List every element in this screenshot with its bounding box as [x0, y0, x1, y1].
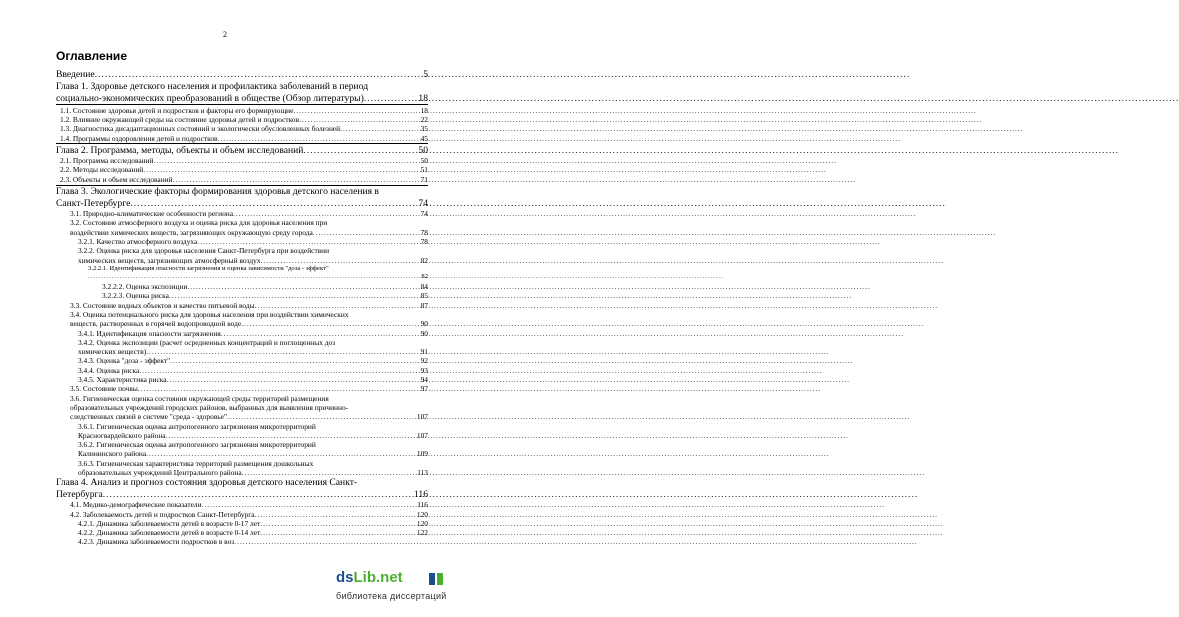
toc-entry-title: 3.2. Состояние атмосферного воздуха и оценка риска для здоровья населения при — [70, 218, 328, 228]
toc-page-number: 78 — [420, 227, 428, 237]
dot-leader — [153, 156, 419, 165]
toc-line — [78, 366, 428, 375]
toc-entry[interactable] — [56, 329, 428, 338]
toc-entry[interactable] — [56, 165, 428, 174]
toc-entry[interactable] — [56, 384, 428, 393]
toc-line — [70, 319, 428, 328]
toc-entry-title: химических веществ, загрязняющих атмосферный воздух — [78, 255, 261, 265]
toc-page-number: 5 — [423, 69, 428, 80]
dot-leader — [261, 256, 420, 265]
toc-line — [60, 134, 428, 143]
dot-leader — [146, 449, 416, 458]
dot-leader — [241, 319, 419, 328]
toc-line — [78, 256, 428, 265]
toc-entry[interactable] — [56, 246, 428, 265]
toc-entry-title: 4.2. Заболеваемость детей и подростков Санкт-Петербурга — [70, 509, 255, 519]
toc-entry[interactable] — [56, 209, 428, 218]
toc-entry-title: 1.3. Диагностика дисадаптационных состояний и экологически обусловленных болезней — [60, 124, 341, 134]
toc-page-number: 71 — [420, 175, 428, 185]
toc-line — [78, 329, 428, 338]
toc-entry-title: 3.4.4. Оценка риска — [78, 365, 140, 375]
toc-entry[interactable] — [56, 134, 428, 144]
toc-line — [78, 347, 428, 356]
toc-entry-title: Красногвардейского района — [78, 430, 166, 440]
toc-line — [88, 273, 428, 282]
toc-line — [78, 519, 428, 528]
toc-page-number: 22 — [420, 114, 428, 124]
toc-entry-title: 3.6.1. Гигиеническая оценка антропогенного загрязнения микротерриторий — [78, 421, 316, 431]
toc-entry-title: 4.2.3. Динамика заболеваемости подростков в воз — [78, 537, 235, 547]
toc-entry[interactable] — [56, 528, 428, 537]
toc-entry-title: 1.1. Состояние здоровья детей и подростков и факторы его формирующие — [60, 105, 294, 115]
toc-line — [70, 510, 428, 519]
toc-page-number: 116 — [413, 488, 428, 500]
toc-line — [60, 115, 428, 124]
toc-line — [78, 356, 428, 365]
toc-entry-title: Глава 2. Программа, методы, объекты и объем исследований — [56, 144, 304, 156]
dot-leader — [227, 412, 416, 421]
toc-entry[interactable] — [56, 310, 428, 329]
toc-entry[interactable] — [56, 106, 428, 115]
toc-page-number: 82 — [421, 273, 428, 281]
dot-leader — [197, 237, 419, 246]
table-of-contents — [56, 69, 428, 547]
dot-leader — [202, 500, 417, 509]
toc-line — [60, 106, 428, 115]
toc-entry-title: 3.2.2.2. Оценка экспозиции — [102, 282, 188, 292]
page-title: Оглавление — [56, 49, 127, 63]
dot-leader — [299, 115, 420, 124]
toc-entry-title: 2.3. Объекты и объем исследований — [60, 175, 173, 185]
toc-entry-title: 3.4.1. Идентификация опасности загрязнения — [78, 328, 221, 338]
toc-entry-title: следственных связей в системе "среда - здоровье" — [70, 412, 227, 422]
toc-entry-title: 3.1. Природно-климатические особенности региона — [70, 209, 234, 219]
dot-leader — [167, 375, 420, 384]
toc-entry[interactable] — [56, 519, 428, 528]
dot-leader — [234, 537, 427, 546]
toc-page-number: 84 — [420, 282, 428, 292]
toc-entry-title: 3.2.2.1. Идентификация опасности загрязнения и оценка зависимости "доза - эффект" — [88, 264, 329, 272]
toc-entry-title: 3.4.3. Оценка "доза - эффект" — [78, 356, 171, 366]
dot-leader — [139, 366, 419, 375]
toc-entry-title: Петербурга — [56, 488, 103, 500]
toc-line — [78, 431, 428, 440]
toc-entry[interactable] — [56, 282, 428, 291]
toc-page-number: 18 — [420, 105, 428, 115]
toc-line — [70, 209, 428, 218]
toc-entry-title: Глава 3. Экологические факторы формирования здоровья детского населения в — [56, 186, 379, 198]
toc-page-number: 93 — [420, 365, 428, 375]
toc-page-number: 120 — [416, 509, 428, 519]
toc-line — [78, 537, 428, 546]
toc-entry[interactable] — [56, 81, 428, 105]
dot-leader — [170, 356, 419, 365]
toc-entry-title: 4.1. Медико-демографические показатели — [70, 500, 202, 510]
toc-line — [60, 156, 428, 165]
dot-leader — [130, 198, 417, 210]
toc-page-number: 85 — [420, 291, 428, 301]
toc-page-number: 122 — [416, 528, 428, 538]
toc-entry[interactable] — [56, 366, 428, 375]
watermark — [332, 565, 448, 613]
toc-entry[interactable] — [56, 338, 428, 357]
dot-leader — [173, 175, 420, 184]
toc-entry[interactable] — [56, 69, 428, 81]
toc-line — [102, 291, 428, 300]
toc-line — [70, 228, 428, 237]
dot-leader — [218, 134, 420, 143]
dot-leader — [364, 93, 418, 105]
toc-entry[interactable] — [56, 459, 428, 478]
toc-entry[interactable] — [56, 218, 428, 237]
toc-line — [78, 528, 428, 537]
toc-page-number: 92 — [420, 356, 428, 366]
dot-leader — [221, 329, 420, 338]
toc-line — [60, 165, 428, 174]
toc-entry-title: 3.4.5. Характеристика риска — [78, 375, 167, 385]
toc-page-number: 51 — [420, 165, 428, 175]
toc-entry-title: 3.4. Оценка потенциального риска для здоровья населения при воздействии химических — [70, 309, 349, 319]
toc-line — [70, 500, 428, 509]
toc-entry-title: 3.3. Состояние водных объектов и качество питьевой воды — [70, 300, 255, 310]
toc-entry[interactable] — [56, 356, 428, 365]
toc-entry[interactable] — [56, 145, 428, 157]
toc-page-number: 97 — [420, 384, 428, 394]
toc-entry[interactable] — [56, 301, 428, 310]
toc-entry[interactable] — [56, 175, 428, 185]
toc-page-number: 107 — [416, 430, 428, 440]
toc-entry[interactable] — [56, 375, 428, 384]
toc-line — [56, 145, 428, 157]
toc-page-number: 116 — [417, 500, 428, 510]
dot-leader — [293, 106, 419, 115]
toc-entry-title: 1.2. Влияние окружающей среды на состояние здоровья детей и подростков — [60, 114, 300, 124]
toc-entry-title: Калининского района — [78, 449, 147, 459]
toc-entry-title: социально-экономических преобразований в обществе (Обзор литературы) — [56, 92, 364, 104]
toc-entry-title: 2.1. Программа исследований — [60, 156, 154, 166]
toc-line — [56, 93, 428, 105]
dot-leader — [242, 468, 417, 477]
dot-leader — [146, 347, 419, 356]
toc-entry[interactable] — [56, 537, 428, 546]
toc-entry[interactable] — [56, 440, 428, 459]
toc-entry-title: 3.2.2.3. Оценка риска — [102, 291, 169, 301]
toc-entry-title: Глава 4. Анализ и прогноз состояния здоровья детского населения Санкт- — [56, 477, 358, 489]
toc-entry[interactable] — [56, 265, 428, 282]
toc-page-number: 113 — [417, 467, 428, 477]
toc-line — [56, 489, 428, 501]
dot-leader — [95, 69, 423, 81]
toc-page-number: 74 — [420, 209, 428, 219]
toc-line — [70, 384, 428, 393]
toc-line — [78, 237, 428, 246]
toc-page-number: 50 — [420, 156, 428, 166]
dot-leader — [88, 273, 420, 282]
toc-line — [70, 412, 428, 421]
toc-page-number: 90 — [420, 328, 428, 338]
toc-entry-title: веществ, растворенных в горячей водопроводной воде — [70, 319, 242, 329]
toc-page-number: 109 — [416, 449, 428, 459]
toc-entry-title: 3.6.3. Гигиеническая характеристика территорий размещения дошкольных — [78, 458, 314, 468]
toc-entry-title: 4.2.1. Динамика заболеваемости детей в возрасте 0-17 лет — [78, 518, 261, 528]
dot-leader — [255, 510, 416, 519]
toc-page-number: 45 — [420, 133, 428, 143]
toc-entry-title: 4.2.2. Динамика заболеваемости детей в возрасте 0-14 лет — [78, 528, 261, 538]
dot-leader — [103, 489, 413, 501]
toc-page-number: 74 — [418, 197, 428, 209]
toc-page-number: 50 — [418, 144, 428, 156]
toc-entry-title: 3.4.2. Оценка экспозиции (расчет осредненных концентраций и поглощенных доз — [78, 337, 336, 347]
toc-entry[interactable] — [56, 115, 428, 124]
dot-leader — [313, 228, 420, 237]
dot-leader — [187, 282, 419, 291]
toc-entry[interactable] — [56, 422, 428, 441]
toc-entry-title: образовательных учреждений городских районов, выбранных для выявления причинно- — [70, 402, 349, 412]
toc-entry[interactable] — [56, 394, 428, 422]
toc-page-number: 91 — [420, 347, 428, 357]
toc-page-number: 90 — [420, 319, 428, 329]
toc-entry-title: воздействии химических веществ, загрязняющих окружающую среду города — [70, 227, 313, 237]
page-number: 2 — [223, 30, 227, 39]
toc-entry[interactable] — [56, 477, 428, 500]
dot-leader — [260, 528, 416, 537]
dot-leader — [166, 431, 416, 440]
toc-entry-title: 3.2.2. Оценка риска для здоровья населения Санкт-Петербурга при воздействии — [78, 246, 330, 256]
toc-line — [70, 301, 428, 310]
book-icon — [428, 571, 444, 587]
toc-line — [60, 175, 428, 184]
toc-entry-title: химических веществ) — [78, 347, 147, 357]
toc-page-number: 35 — [420, 124, 428, 134]
toc-line — [78, 468, 428, 477]
toc-entry[interactable] — [56, 500, 428, 509]
toc-entry-title: 3.2.1. Качество атмосферного воздуха — [78, 236, 198, 246]
toc-line — [56, 69, 428, 81]
toc-line — [78, 375, 428, 384]
toc-page-number: 18 — [418, 92, 428, 104]
dot-leader — [303, 145, 417, 157]
toc-entry[interactable] — [56, 124, 428, 133]
toc-page-number: 107 — [416, 412, 428, 422]
dot-leader — [138, 384, 420, 393]
toc-page-number: 87 — [420, 300, 428, 310]
dot-leader — [143, 165, 419, 174]
toc-entry[interactable] — [56, 510, 428, 519]
dot-leader — [260, 519, 416, 528]
watermark-logo: dsLib.net — [336, 569, 403, 586]
toc-entry-title: образовательных учреждений Центрального района — [78, 467, 242, 477]
toc-page-number: 78 — [420, 236, 428, 246]
toc-entry-title: Санкт-Петербурге — [56, 197, 131, 209]
dot-leader — [169, 291, 420, 300]
toc-entry-title: 2.2. Методы исследований — [60, 165, 144, 175]
toc-page-number: 94 — [420, 375, 428, 385]
toc-entry-title: Глава 1. Здоровье детского населения и профилактика заболеваний в период — [56, 81, 369, 92]
toc-entry-title: 1.4. Программы оздоровления детей и подростков — [60, 133, 218, 143]
toc-entry-title: 3.6. Гигиеническая оценка состояния окружающей среды территорий размещения — [70, 393, 329, 403]
dot-leader — [340, 124, 419, 133]
dot-leader — [233, 209, 420, 218]
toc-page-number: 120 — [416, 518, 428, 528]
toc-line — [56, 198, 428, 210]
dot-leader — [255, 301, 420, 310]
toc-entry-title: 3.6.2. Гигиеническая оценка антропогенного загрязнения микротерриторий — [78, 440, 316, 450]
toc-entry[interactable] — [56, 237, 428, 246]
toc-line — [60, 124, 428, 133]
toc-entry[interactable] — [56, 291, 428, 300]
watermark-caption: библиотека диссертаций — [336, 591, 447, 601]
toc-entry-title: 3.5. Состояние почвы — [70, 384, 138, 394]
toc-entry[interactable] — [56, 156, 428, 165]
toc-page-number: 82 — [420, 255, 428, 265]
toc-line — [78, 449, 428, 458]
toc-entry-title: Введение — [56, 69, 95, 80]
toc-entry[interactable] — [56, 186, 428, 209]
toc-line — [102, 282, 428, 291]
